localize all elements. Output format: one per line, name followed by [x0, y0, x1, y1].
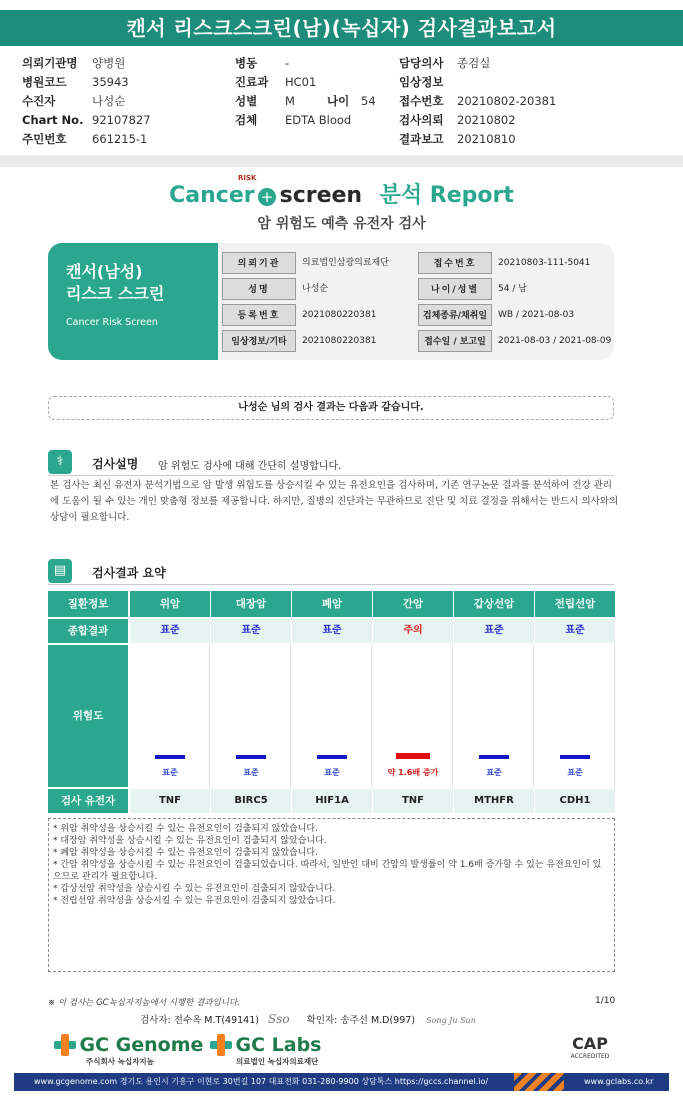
risk-bar	[479, 755, 509, 759]
note-line: * 폐암 취약성을 상승시킬 수 있는 유전요인이 검출되지 않았습니다.	[53, 848, 318, 858]
info-id-number: 주민번호 661215-1	[22, 132, 148, 146]
result-notes	[48, 818, 615, 972]
gc-genome-logo: GC Genome 주식회사 녹십자지놈	[54, 1034, 203, 1067]
overall-result: 표준	[211, 619, 291, 643]
footer-address: www.gcgenome.com 경기도 용인시 기흥구 이현로 30번길 107 대표전화 031-280-9900 상담톡스 https://gccs.channel.io/	[34, 1077, 489, 1086]
cancer-risk-screen-logo: Cancer + RISK screen 분석 Report	[169, 174, 514, 208]
info-clinical: 임상정보	[399, 75, 444, 89]
risk-label: 표준	[486, 768, 502, 777]
note-line: * 간암 취약성을 상승시킬 수 있는 유전요인이 검출되었습니다. 따라서, 일반인 대비 간암의 발생률이 약 1.6배 증가할 수 있는 유전요인이 있으므로 관리가 필요합니다.	[53, 860, 602, 882]
row-header-disease: 질환정보	[48, 591, 128, 617]
disease-header: 폐암	[292, 591, 372, 617]
risk-bar	[236, 755, 266, 759]
result-summary-table	[48, 591, 616, 813]
note-line: * 전립선암 취약성을 상승시킬 수 있는 유전요인이 검출되지 않았습니다.	[53, 896, 336, 906]
page-number: 1/10	[595, 996, 616, 1006]
row-header-risk: 위험도	[48, 645, 128, 787]
note-line: * 위암 취약성을 상승시킬 수 있는 유전요인이 검출되지 않았습니다.	[53, 824, 318, 834]
info-report-date: 결과보고 20210810	[399, 132, 516, 146]
disease-header: 간암	[373, 591, 453, 617]
risk-bar	[155, 755, 185, 759]
gene-name: TNF	[130, 789, 210, 813]
patient-info-grid	[22, 54, 662, 150]
risk-column	[535, 645, 615, 787]
info-hospital-code: 병원코드 35943	[22, 75, 129, 89]
risk-bar	[317, 755, 347, 759]
note-line: * 대장암 취약성을 상승시킬 수 있는 유전요인이 검출되지 않았습니다.	[53, 836, 327, 846]
disease-header: 대장암	[211, 591, 291, 617]
gc-cross-icon	[54, 1034, 76, 1056]
result-notice: 나성순 님의 검사 결과는 다음과 같습니다.	[48, 396, 614, 420]
confirmer-signature: Song Ju Sun	[426, 1016, 476, 1025]
footer-site: www.gclabs.co.kr	[584, 1077, 654, 1086]
risk-bar	[396, 753, 430, 759]
section-divider	[48, 475, 614, 476]
summary-title: 검사결과 요약	[92, 566, 166, 580]
stethoscope-icon: ⚕	[48, 450, 72, 474]
gc-labs-logo: GC Labs 의료법인 녹십자의료재단	[210, 1034, 322, 1067]
info-chart-no: Chart No. 92107827	[22, 113, 151, 127]
gene-name: BIRC5	[211, 789, 291, 813]
overall-result: 표준	[292, 619, 372, 643]
risk-column	[211, 645, 291, 787]
explanation-desc: 암 위험도 검사에 대해 간단히 설명합니다.	[158, 461, 342, 472]
risk-label: 표준	[324, 768, 340, 777]
info-request-date: 검사의뢰 20210802	[399, 113, 516, 127]
examiner-signature: Sso	[268, 1012, 290, 1026]
risk-column	[292, 645, 372, 787]
disease-header: 갑상선암	[454, 591, 534, 617]
explanation-title: 검사설명	[92, 457, 139, 471]
report-title: 캔서 리스크스크린(남)(녹십자) 검사결과보고서	[0, 10, 683, 46]
info-department: 진료과 HC01	[235, 75, 317, 89]
disease-header: 위암	[130, 591, 210, 617]
gene-name: HIF1A	[292, 789, 372, 813]
disease-header: 전립선암	[535, 591, 615, 617]
gc-cross-icon	[210, 1034, 232, 1056]
overall-result: 표준	[454, 619, 534, 643]
row-header-result: 종합결과	[48, 619, 128, 643]
overall-result: 표준	[130, 619, 210, 643]
info-sex: 성별 M 나이 54	[235, 94, 376, 108]
explanation-body: 본 검사는 최신 유전자 분석기법으로 암 발생 위험도를 상승시킬 수 있는 유전요인을 검사하며, 기존 연구논문 결과를 분석하여 건강 관리에 도움이 될 수 있는 개인 맞춤형 정보를 제공합니다. 하지만, 질병의 진단과는 무관하므로 진단 및 치료 결정을 위해서는 반드시 의사와의 상담이 필요합니다.	[50, 480, 619, 523]
info-ward: 병동 -	[235, 56, 290, 70]
note-line: * 갑상선암 취약성을 상승시킬 수 있는 유전요인이 검출되지 않았습니다.	[53, 884, 336, 894]
risk-label: 표준	[162, 768, 178, 777]
cap-accredited-logo: CAP ACCREDITED	[570, 1034, 610, 1060]
risk-bar	[560, 755, 590, 759]
risk-label: 표준	[243, 768, 259, 777]
risk-label: 약 1.6배 증가	[387, 768, 439, 777]
product-card: 캔서(남성) 리스크 스크린 Cancer Risk Screen	[48, 243, 218, 360]
info-patient: 수진자 나성순	[22, 94, 126, 108]
divider-strip	[0, 155, 683, 167]
row-header-gene: 검사 유전자	[48, 789, 128, 813]
footer-stripe	[514, 1073, 564, 1091]
document-icon: ▤	[48, 559, 72, 583]
gene-name: TNF	[373, 789, 453, 813]
overall-result: 주의	[373, 619, 453, 643]
gene-name: MTHFR	[454, 789, 534, 813]
footer-logos	[50, 1032, 630, 1072]
signature-row: 검사자: 전수옥 M.T(49141) Sso 확인자: 송주선 M.D(997) Song Ju Sun	[140, 1012, 476, 1026]
report-subtitle: 암 위험도 예측 유전자 검사	[257, 216, 426, 232]
info-doctor: 담당의사 종검실	[399, 56, 491, 70]
risk-column	[454, 645, 534, 787]
patient-card-table: 의뢰기관 의료법인삼광의료재단 접수번호 20210803-111-5041 성명 나성순 나이/성별 54 / 남 등록번호 2021080220381 검체종류/채취일 WB / 2021-08-03 임상정보/기타 2021080220381 접수일 / 보고일 2021-08-03 / 2021-08-09	[218, 243, 614, 360]
info-accession: 접수번호 20210802-20381	[399, 94, 557, 108]
risk-label: 표준	[567, 768, 583, 777]
risk-column	[130, 645, 210, 787]
footer-band	[14, 1073, 669, 1091]
gene-name: CDH1	[535, 789, 615, 813]
risk-column	[373, 645, 453, 787]
info-specimen: 검체 EDTA Blood	[235, 113, 352, 127]
plus-icon: +	[258, 188, 276, 206]
overall-result: 표준	[535, 619, 615, 643]
section-divider	[48, 584, 614, 585]
info-institution: 의뢰기관명 양병원	[22, 56, 126, 70]
footer-note: ※ 이 검사는 GC녹십자지놈에서 시행한 결과입니다.	[48, 998, 240, 1008]
